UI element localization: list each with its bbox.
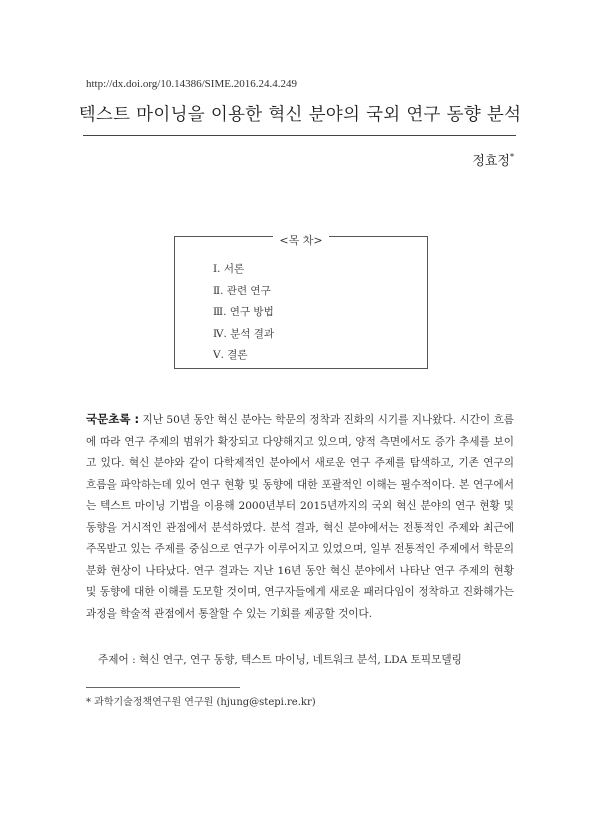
toc-item: Ⅳ. 분석 결과 <box>213 327 275 340</box>
toc-item: Ⅴ. 결론 <box>213 349 248 361</box>
korean-abstract <box>86 409 514 625</box>
toc-item: Ⅲ. 연구 방법 <box>213 306 274 318</box>
author-footnote: * 과학기술정책연구원 연구원 (hjung@stepi.re.kr) <box>86 697 316 708</box>
toc-list <box>213 259 274 367</box>
title-divider <box>83 135 516 136</box>
toc-item: Ⅰ. 서론 <box>213 263 245 275</box>
toc-heading: <목 차> <box>273 234 328 247</box>
keywords: 주제어 : 혁신 연구, 연구 동향, 텍스트 마이닝, 네트워크 분석, LDA 토픽모델링 <box>98 654 462 666</box>
author <box>472 150 514 169</box>
abstract-text: 지난 50년 동안 혁신 분야는 학문의 정착과 진화의 시기를 지나왔다. 시간이 흐름에 따라 연구 주제의 범위가 확장되고 다양해지고 있으며, 양적 측면에서도 증가 추세를 보이고 있다. 혁신 분야와 같이 다학제적인 분야에서 새로운 연구 주제를 탐색하고, 기존 연구의 흐름을 파악하는데 있어 연구 현황 및 동향에 대한 포괄적인 이해는 필수적이다. 본 연구에서는 텍스트 마이닝 기법을 이용해 2000년부터 2015년까지의 국외 혁신 분야의 연구 현황 및 동향을 거시적인 관점에서 분석하였다. 분석 결과, 혁신 분야에서는 전통적인 주제와 최근에 주목받고 있는 주제를 중심으로 연구가 이루어지고 있었으며, 일부 전통적인 주제에서 학문의 분화 현상이 나타났다. 연구 결과는 지난 16년 동안 혁신 분야에서 나타난 연구 주제의 현황 및 동향에 대한 이해를 도모할 것이며, 연구자들에게 새로운 패러다임이 정착하고 진화해가는 과정을 학술적 관점에서 통찰할 수 있는 기회를 제공할 것이다. <box>86 414 514 620</box>
footnote-divider <box>86 687 240 688</box>
author-name: 정효정 <box>472 154 510 169</box>
toc-item: Ⅱ. 관련 연구 <box>213 284 271 297</box>
doi-link[interactable]: http://dx.doi.org/10.14386/SIME.2016.24.4.249 <box>86 78 297 90</box>
toc-heading-wrap <box>175 229 427 248</box>
paper-title: 텍스트 마이닝을 이용한 혁신 분야의 국외 연구 동향 분석 <box>78 105 522 125</box>
abstract-label: 국문초록 : <box>86 412 140 426</box>
table-of-contents <box>174 236 428 369</box>
author-footnote-mark: * <box>510 152 514 162</box>
